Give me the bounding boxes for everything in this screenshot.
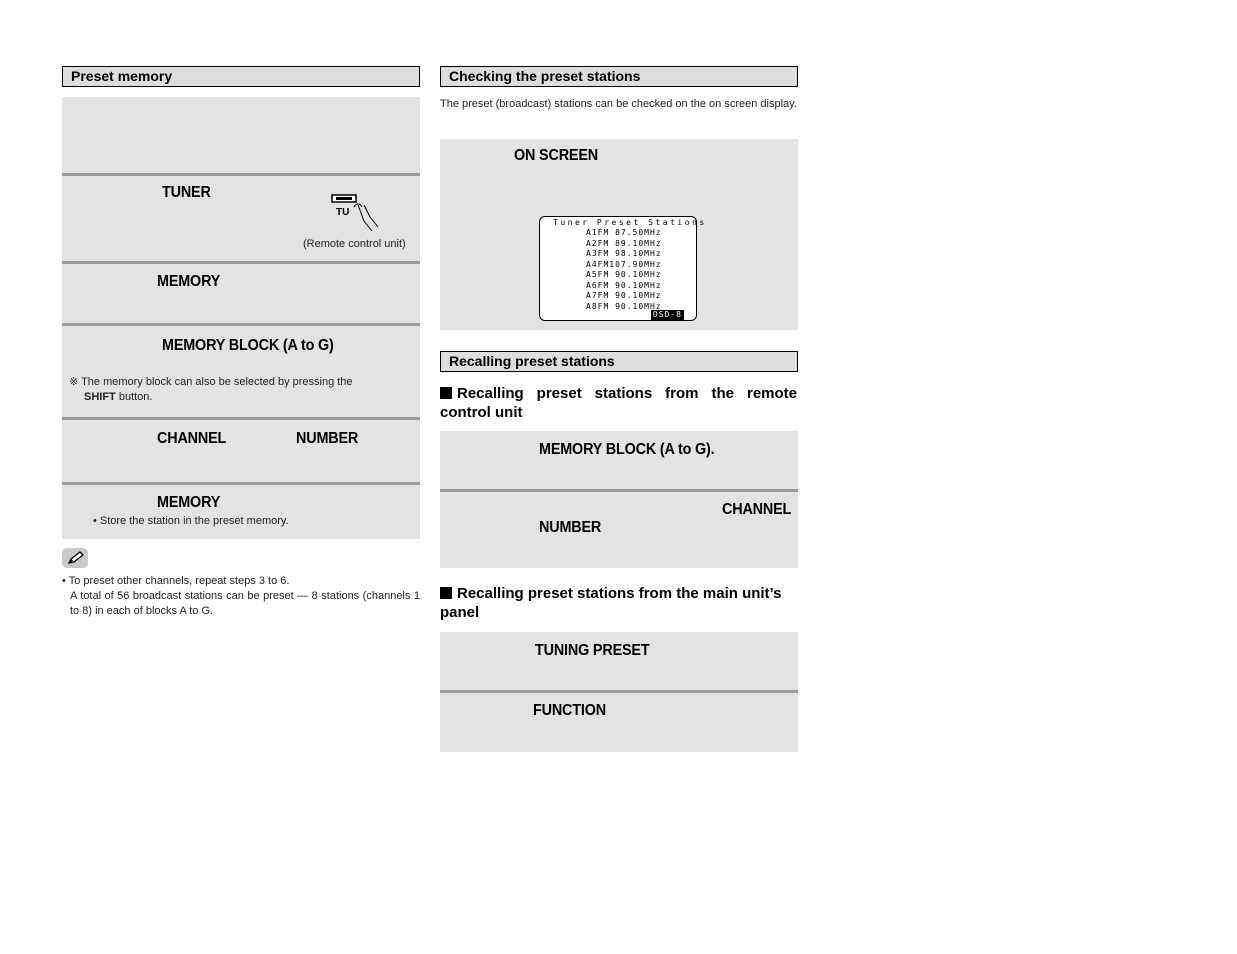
function-button-label: FUNCTION [533,702,606,719]
osd-station-line: A5FM 90.10MHz [586,270,662,279]
memory-block-label-recall: MEMORY BLOCK (A to G). [539,441,715,458]
osd-station-line: A4FM107.90MHz [586,259,662,269]
main-step-box-2 [440,693,798,752]
main-unit-sub-heading [440,584,800,622]
channel-button-label: CHANNEL [157,430,227,447]
memory-button-label: MEMORY [157,273,221,290]
section-title-preset-memory: Preset memory [62,66,420,87]
section-title-checking: Checking the preset stations [440,66,798,87]
osd-title: Tuner Preset Stations [553,218,707,227]
remote-sub-heading-text: Recalling preset stations from the remote control unit [440,385,797,421]
remote-caption: (Remote control unit) [303,238,406,250]
tuning-preset-label: TUNING PRESET [535,642,650,659]
memory-block-note [69,375,415,405]
number-button-label-recall: NUMBER [539,519,602,536]
tip-line-2: A total of 56 broadcast stations can be preset — 8 stations (channels 1 to 8) in each of blocks A to G. [70,590,420,617]
step-box-5 [62,420,420,482]
memory-block-note-end: button. [115,391,153,403]
main-unit-sub-heading-text: Recalling preset stations from the main unit’s panel [440,585,782,621]
channel-button-label-recall: CHANNEL [722,501,792,518]
osd-station-line: A7FM 90.10MHz [586,291,662,300]
shift-keyword: SHIFT [84,391,116,403]
osd-badge: OSD-8 [652,310,682,319]
tuner-button-label: TUNER [162,184,211,201]
memory-button-label-2: MEMORY [157,494,221,511]
osd-station-line: A1FM 87.50MHz [586,228,662,237]
remote-sub-heading [440,384,797,422]
note-pencil-icon [62,548,88,568]
bullet-square-icon [440,587,452,599]
checking-intro: The preset (broadcast) stations can be checked on the on screen display. [440,98,797,110]
osd-station-line: A3FM 98.10MHz [586,249,662,258]
step-box-6 [62,485,420,539]
tip-line-1: • To preset other channels, repeat steps 3 to 6. [62,575,290,587]
store-note: • Store the station in the preset memory. [93,515,289,527]
memory-block-label: MEMORY BLOCK (A to G) [162,337,334,354]
osd-station-line: A2FM 89.10MHz [586,238,662,248]
section-title-recalling: Recalling preset stations [440,351,798,372]
osd-station-line: A6FM 90.10MHz [586,280,662,290]
step-box-1 [62,97,420,173]
bullet-square-icon [440,387,452,399]
osd-station-line: A8FM 90.10MHz [586,301,662,311]
memory-block-note-text: ※ The memory block can also be selected by pressing the [69,376,353,388]
remote-hand-icon [330,193,382,233]
on-screen-button-label: ON SCREEN [514,147,598,164]
remote-button-text: TU [336,207,350,218]
recall-step-box-1 [440,431,798,489]
main-step-box-1 [440,632,798,690]
number-button-label: NUMBER [296,430,359,447]
step-box-3 [62,264,420,323]
osd-display [539,216,707,321]
